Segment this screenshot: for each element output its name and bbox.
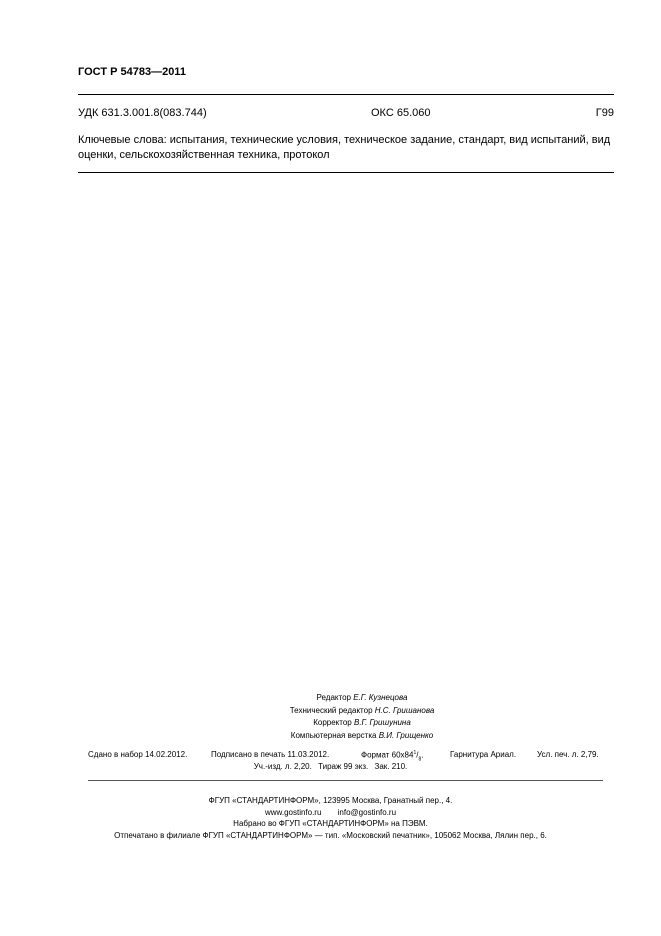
credits-block — [200, 692, 524, 742]
contact-line — [0, 807, 661, 819]
credit-name: Е.Г. Кузнецова — [353, 693, 408, 702]
imprint-divider — [88, 780, 603, 781]
format-prefix: Формат 60x84 — [361, 750, 414, 760]
format-suffix: . — [421, 750, 424, 760]
publisher-address: ФГУП «СТАНДАРТИНФОРМ», 123995 Москва, Гранатный пер., 4. — [208, 796, 453, 805]
group-code: Г99 — [595, 107, 614, 119]
credit-role: Компьютерная верстка — [290, 730, 377, 740]
credit-editor — [200, 692, 524, 705]
print-run: Тираж 99 экз. — [318, 762, 369, 771]
format-numerator: 1 — [413, 750, 417, 756]
document-code: ГОСТ Р 54783—2011 — [78, 66, 186, 78]
email-link: info@gostinfo.ru — [337, 807, 397, 817]
credit-role: Редактор — [316, 693, 351, 702]
set-date: Сдано в набор 14.02.2012. — [88, 750, 188, 759]
order-number: Зак. 210. — [374, 762, 408, 771]
credit-name: В.И. Грищенко — [378, 730, 434, 740]
printed-note: Отпечатано в филиале ФГУП «СТАНДАРТИНФОРМ» — тип. «Московский печатник», 105062 Москва, Лялин пер., 6. — [114, 830, 547, 840]
signed-date: Подписано в печать 11.03.2012. — [211, 750, 330, 759]
credit-role: Технический редактор — [289, 705, 373, 715]
website-link: www.gostinfo.ru — [264, 807, 322, 817]
typeface: Гарнитура Ариал. — [450, 750, 517, 759]
credit-layout — [200, 730, 524, 743]
publication-row-2 — [0, 762, 661, 771]
imprint-block — [0, 795, 661, 841]
print-sheets: Усл. печ. л. 2,79. — [537, 750, 599, 759]
credit-name: В.Г. Гришунина — [353, 718, 411, 727]
format-denominator: 8 — [418, 756, 422, 763]
credit-name: Н.С. Гришанова — [374, 705, 435, 715]
credit-proofreader — [200, 717, 524, 730]
oks-code: ОКС 65.060 — [371, 107, 431, 119]
top-divider — [78, 94, 614, 95]
publisher-sheets: Уч.-изд. л. 2,20. — [253, 762, 312, 771]
keywords-paragraph: Ключевые слова: испытания, технические условия, техническое задание, стандарт, вид испытаний, вид оценки, сельскохозяйственная техника, протокол — [78, 134, 611, 161]
credit-tech-editor — [200, 705, 524, 718]
credit-role: Корректор — [313, 718, 352, 727]
paper-format: Формат $60x84^1/_8$. — [361, 750, 424, 763]
udc-code: УДК 631.3.001.8(083.744) — [78, 107, 207, 119]
typeset-note: Набрано во ФГУП «СТАНДАРТИНФОРМ» на ПЭВМ. — [233, 819, 428, 828]
keywords-divider — [78, 172, 614, 173]
